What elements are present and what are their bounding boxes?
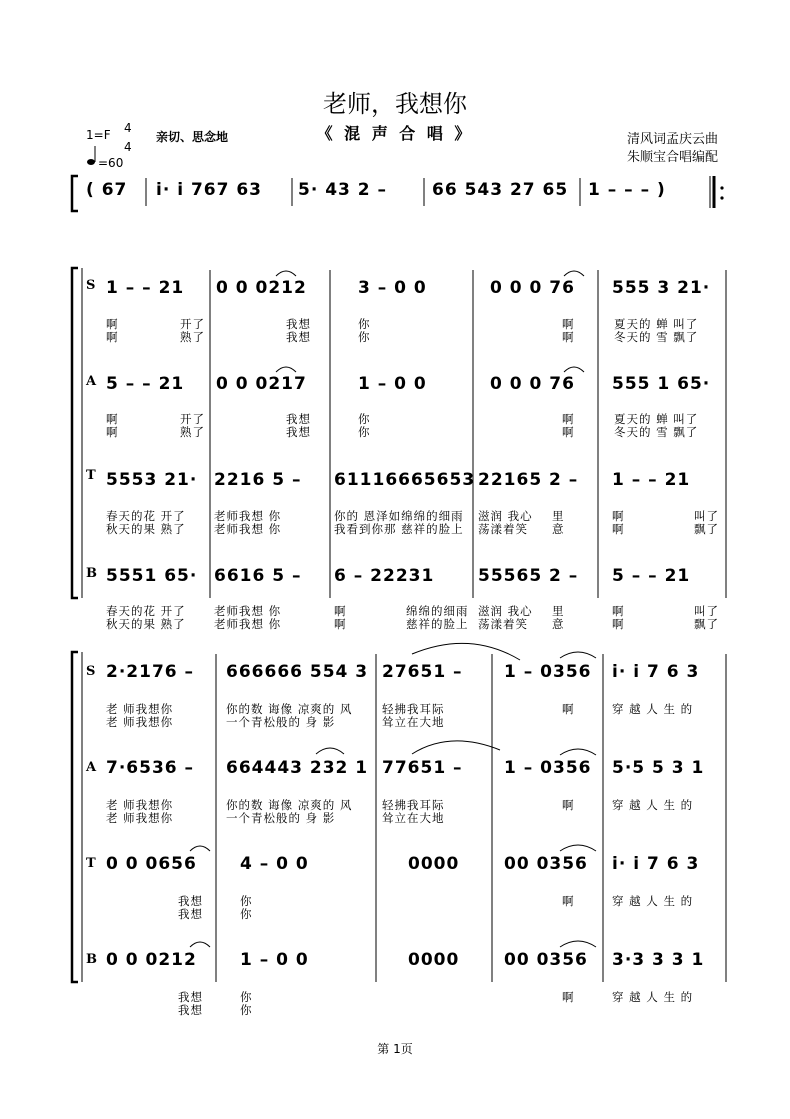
lyric: 老 师我想你	[106, 702, 174, 716]
measure: 1 – 0356	[504, 758, 592, 778]
lyric: 滋润 我心	[478, 604, 533, 618]
lyric: 飘了	[694, 522, 719, 536]
lyric: 开了	[180, 317, 205, 331]
lyric: 你	[358, 412, 371, 426]
lyric: 老师我想 你	[214, 522, 282, 536]
measure: 6 – 22231	[334, 566, 435, 586]
expression-marking: 亲切、思念地	[156, 130, 229, 144]
lyric: 你	[358, 317, 371, 331]
lyric: 叫了	[694, 604, 719, 618]
part-label-soprano: S	[86, 278, 96, 293]
measure: 0 0 0 76	[490, 278, 575, 298]
lyric: 轻拂我耳际	[382, 702, 445, 716]
measure: 00 0356	[504, 854, 588, 874]
lyric: 开了	[180, 412, 205, 426]
lyric: 穿 越 人 生 的	[612, 798, 694, 812]
lyric: 你	[358, 425, 371, 439]
lyric: 我想	[286, 425, 311, 439]
lyric: 啊	[106, 412, 119, 426]
measure: 3 – 0 0	[358, 278, 427, 298]
measure: i· i 7 6 3	[612, 854, 700, 874]
lyric: 耸立在大地	[382, 715, 445, 729]
lyric: 我看到你那 慈祥的脸上	[334, 522, 464, 536]
lyric: 一个青松般的 身 影	[226, 715, 336, 729]
measure: 5553 21·	[106, 470, 198, 490]
intro-bar-2: i· i 767 63	[156, 180, 263, 200]
measure: 5·5 5 3 1	[612, 758, 705, 778]
measure: 555 3 21·	[612, 278, 711, 298]
lyric: 你的数 诲像 凉爽的 风	[226, 702, 353, 716]
lyric: 啊	[612, 617, 625, 631]
lyric: 绵绵的细雨	[406, 604, 469, 618]
time-sig-top: 4	[124, 121, 132, 135]
lyric: 里	[552, 604, 565, 618]
measure: 1 – 0356	[504, 662, 592, 682]
lyric: 夏天的 蝉 叫了	[614, 412, 699, 426]
measure: 5551 65·	[106, 566, 198, 586]
part-label-bass: B	[86, 566, 97, 581]
lyric: 荡漾着笑	[478, 617, 528, 631]
lyric: 我想	[178, 894, 203, 908]
lyric: 冬天的 雪 飘了	[614, 330, 699, 344]
measure: 1 – 0 0	[240, 950, 309, 970]
lyric: 啊	[562, 330, 575, 344]
lyric: 意	[552, 617, 565, 631]
part-label-tenor: T	[86, 468, 96, 483]
lyric: 意	[552, 522, 565, 536]
part-label-tenor: T	[86, 856, 96, 871]
lyric: 啊	[562, 798, 575, 812]
lyric: 叫了	[694, 509, 719, 523]
intro-bar-4: 66 543 27 65	[432, 180, 569, 200]
intro-bar-1: ( 67	[86, 180, 128, 200]
lyric: 慈祥的脸上	[406, 617, 469, 631]
lyric: 老 师我想你	[106, 715, 174, 729]
intro-bar-3: 5· 43 2 –	[298, 180, 388, 200]
measure: 2216 5 –	[214, 470, 302, 490]
lyric: 飘了	[694, 617, 719, 631]
lyric: 耸立在大地	[382, 811, 445, 825]
lyric: 老师我想 你	[214, 617, 282, 631]
lyric: 我想	[178, 990, 203, 1004]
measure: 5 – – 21	[612, 566, 691, 586]
page-title: 老师，我想你	[323, 90, 467, 118]
lyric: 啊	[612, 509, 625, 523]
measure: 1 – – 21	[106, 278, 185, 298]
key-signature: 1=F	[86, 128, 111, 142]
part-label-bass: B	[86, 952, 97, 967]
lyric: 啊	[106, 425, 119, 439]
measure: 555 1 65·	[612, 374, 711, 394]
lyric: 你	[358, 330, 371, 344]
lyric: 春天的花 开了	[106, 509, 186, 523]
lyric: 啊	[106, 330, 119, 344]
lyric: 我想	[178, 907, 203, 921]
part-label-soprano: S	[86, 664, 96, 679]
measure: 0000	[408, 854, 460, 874]
measure: 4 – 0 0	[240, 854, 309, 874]
lyric: 啊	[106, 317, 119, 331]
lyricist-composer: 清风词孟庆云曲	[626, 132, 718, 147]
lyric: 轻拂我耳际	[382, 798, 445, 812]
lyric: 穿 越 人 生 的	[612, 702, 694, 716]
measure: 1 – – 21	[612, 470, 691, 490]
lyric: 我想	[286, 317, 311, 331]
lyric: 啊	[562, 702, 575, 716]
lyric: 啊	[612, 522, 625, 536]
measure: 0 0 0212	[216, 278, 307, 298]
lyric: 你的数 诲像 凉爽的 风	[226, 798, 353, 812]
lyric: 老 师我想你	[106, 798, 174, 812]
lyric: 熟了	[180, 330, 205, 344]
arranger: 朱顺宝合唱编配	[626, 150, 718, 165]
lyric: 啊	[334, 617, 347, 631]
subtitle: 《 混 声 合 唱 》	[316, 124, 474, 143]
lyric: 啊	[562, 990, 575, 1004]
measure: 0 0 0212	[106, 950, 197, 970]
lyric: 一个青松般的 身 影	[226, 811, 336, 825]
measure: 0000	[408, 950, 460, 970]
lyric: 你	[240, 907, 253, 921]
time-sig-bottom: 4	[124, 140, 132, 154]
lyric: 熟了	[180, 425, 205, 439]
lyric: 我想	[286, 412, 311, 426]
lyric: 啊	[562, 425, 575, 439]
lyric: 滋润 我心	[478, 509, 533, 523]
lyric: 老师我想 你	[214, 509, 282, 523]
lyric: 秋天的果 熟了	[106, 522, 186, 536]
measure: 22165 2 –	[478, 470, 579, 490]
measure: 55565 2 –	[478, 566, 579, 586]
measure: 3·3 3 3 1	[612, 950, 705, 970]
part-label-alto: A	[86, 374, 97, 389]
lyric: 穿 越 人 生 的	[612, 990, 694, 1004]
lyric: 老 师我想你	[106, 811, 174, 825]
lyric: 你	[240, 1003, 253, 1017]
lyric: 啊	[562, 894, 575, 908]
measure: 6616 5 –	[214, 566, 302, 586]
lyric: 春天的花 开了	[106, 604, 186, 618]
measure: 5 – – 21	[106, 374, 185, 394]
lyric: 老师我想 你	[214, 604, 282, 618]
lyric: 穿 越 人 生 的	[612, 894, 694, 908]
measure: 2·2176 –	[106, 662, 195, 682]
measure: 00 0356	[504, 950, 588, 970]
measure: 1 – 0 0	[358, 374, 427, 394]
measure: 664443 232 1	[226, 758, 369, 778]
page-number: 第 1页	[377, 1042, 413, 1056]
measure: 0 0 0 76	[490, 374, 575, 394]
lyric: 你	[240, 894, 253, 908]
lyric: 啊	[334, 604, 347, 618]
measure: 27651 –	[382, 662, 463, 682]
lyric: 我想	[286, 330, 311, 344]
lyric: 啊	[562, 412, 575, 426]
measure: 0 0 0656	[106, 854, 197, 874]
lyric: 啊	[612, 604, 625, 618]
intro-bar-5: 1 – – – )	[588, 180, 666, 200]
measure: 77651 –	[382, 758, 463, 778]
lyric: 里	[552, 509, 565, 523]
measure: i· i 7 6 3	[612, 662, 700, 682]
lyric: 我想	[178, 1003, 203, 1017]
measure: 7·6536 –	[106, 758, 195, 778]
lyric: 啊	[562, 317, 575, 331]
lyric: 荡漾着笑	[478, 522, 528, 536]
lyric: 你	[240, 990, 253, 1004]
tempo-marking: =60	[98, 156, 124, 170]
measure: 0 0 0217	[216, 374, 307, 394]
lyric: 冬天的 雪 飘了	[614, 425, 699, 439]
lyric: 夏天的 蝉 叫了	[614, 317, 699, 331]
part-label-alto: A	[86, 760, 97, 775]
lyric: 你的 恩泽如绵绵的细雨	[334, 509, 464, 523]
measure: 61116665653	[334, 470, 476, 490]
lyric: 秋天的果 熟了	[106, 617, 186, 631]
measure: 666666 554 3	[226, 662, 369, 682]
